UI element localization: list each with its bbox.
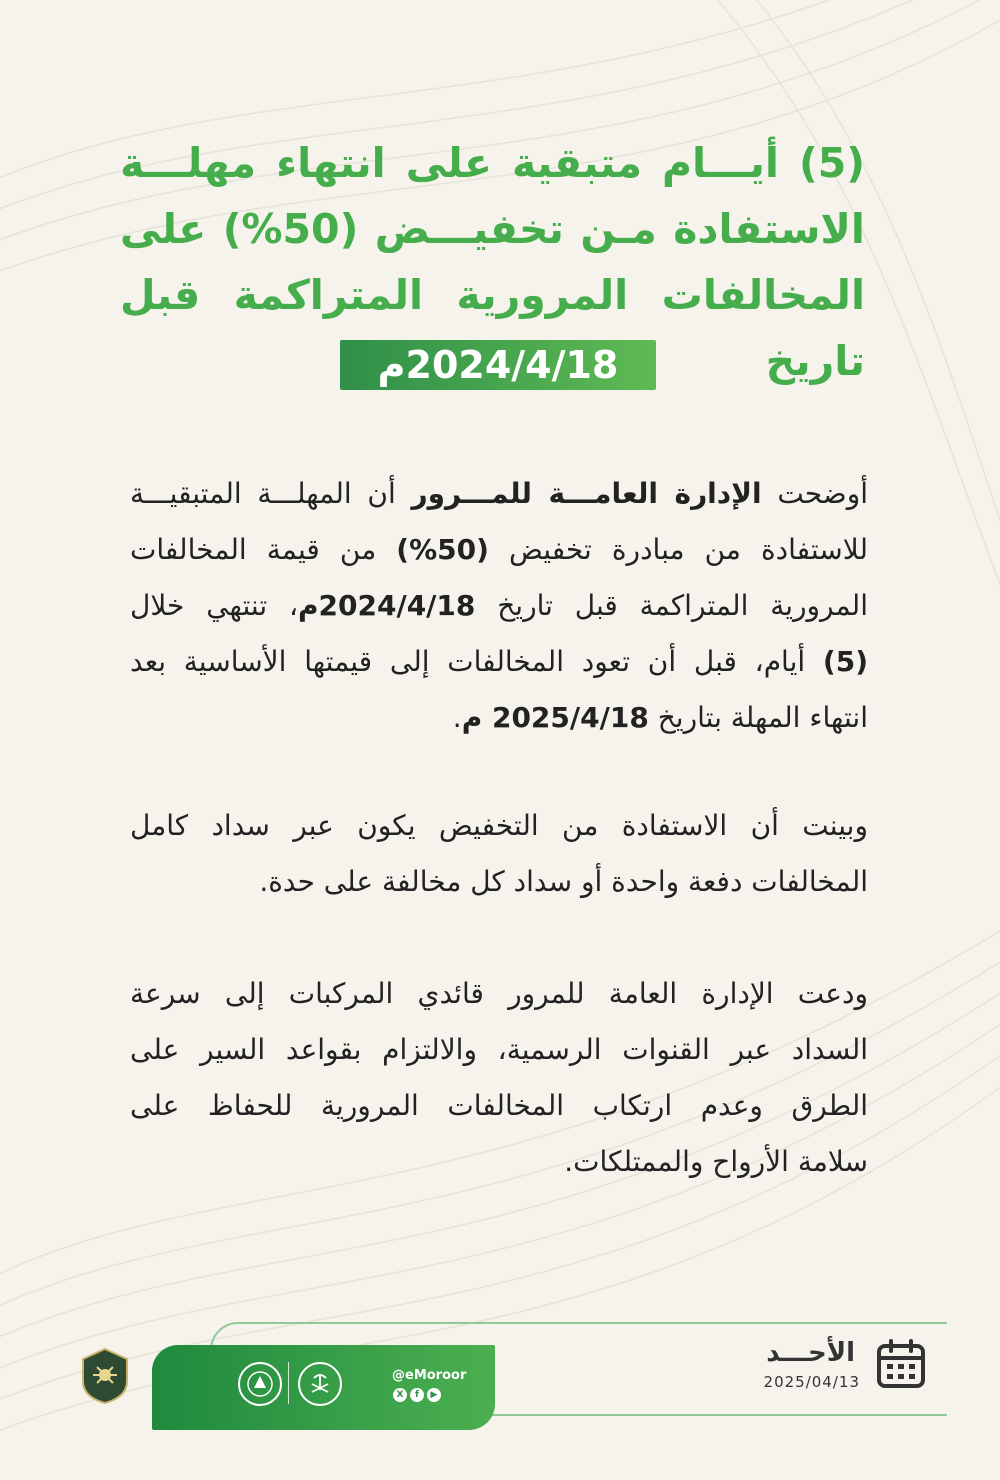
- ministry-emblem-icon: [238, 1362, 282, 1406]
- paragraph-3-line-3: الطرق وعدم ارتكاب المخالفات المرورية للحفاظ على: [130, 1089, 868, 1122]
- youtube-icon[interactable]: ▶: [427, 1388, 441, 1402]
- headline-line-1: (5) أيـــام متبقية على انتهاء مهلـــة: [120, 139, 865, 187]
- paragraph-2: [130, 798, 868, 910]
- paragraph-1-line-4: [130, 634, 868, 690]
- paragraph-1-line-2: [130, 522, 868, 578]
- text-span: المرورية المتراكمة قبل تاريخ: [475, 589, 868, 622]
- paragraph-1: [130, 466, 868, 746]
- x-icon[interactable]: X: [393, 1388, 407, 1402]
- paragraph-2-line-1: وبينت أن الاستفادة من التخفيض يكون عبر سداد كامل: [130, 809, 868, 842]
- paragraph-3-line-2: السداد عبر القنوات الرسمية، والالتزام بقواعد السير على: [130, 1033, 868, 1066]
- footer-divider: [288, 1362, 289, 1404]
- bold-span: 2024/4/18م: [298, 589, 476, 622]
- paragraph-1-line-3: [130, 578, 868, 634]
- date-label: 2025/04/13: [763, 1373, 860, 1391]
- paragraph-3: [130, 966, 868, 1190]
- date-badge: 2024/4/18م: [340, 340, 656, 390]
- text-span: ، تنتهي خلال: [130, 589, 299, 622]
- text-span: أوضحت: [761, 477, 869, 510]
- headline-line-3: المخالفات المرورية المتراكمة قبل تاريخ: [120, 271, 865, 385]
- bold-span: الإدارة العامـــة للمـــرور: [411, 477, 762, 510]
- headline-line-2: الاستفادة مـن تخفيـــض (50%) على: [120, 205, 865, 253]
- twitter-handle[interactable]: @eMoroor: [392, 1368, 467, 1383]
- day-label: الأحـــد: [766, 1338, 855, 1368]
- paragraph-3-line-4: سلامة الأرواح والممتلكات.: [564, 1145, 868, 1178]
- text-span: للاستفادة من مبادرة تخفيض: [488, 533, 868, 566]
- traffic-police-logo-icon: [75, 1345, 135, 1407]
- facebook-icon[interactable]: f: [410, 1388, 424, 1402]
- bold-span: (5): [822, 645, 868, 678]
- paragraph-2-line-2: المخالفات دفعة واحدة أو سداد كل مخالفة على حدة.: [259, 865, 868, 898]
- text-span: أيام، قبل أن تعود المخالفات إلى قيمتها الأساسية بعد: [130, 645, 823, 678]
- bold-span: (50%): [396, 533, 489, 566]
- text-span: من قيمة المخالفات: [130, 533, 397, 566]
- paragraph-3-line-1: ودعت الإدارة العامة للمرور قائدي المركبات إلى سرعة: [130, 977, 868, 1010]
- calendar-icon: [875, 1338, 927, 1390]
- paragraph-1-line-5: [130, 690, 868, 746]
- text-span: أن المهلـــة المتبقيـــة: [130, 477, 412, 510]
- text-span: انتهاء المهلة بتاريخ: [648, 701, 868, 734]
- palm-swords-emblem-icon: [298, 1362, 342, 1406]
- paragraph-1-line-1: [130, 466, 868, 522]
- social-icons: [393, 1388, 441, 1402]
- bold-span: 2025/4/18 م: [461, 701, 649, 734]
- text-span: .: [452, 701, 462, 734]
